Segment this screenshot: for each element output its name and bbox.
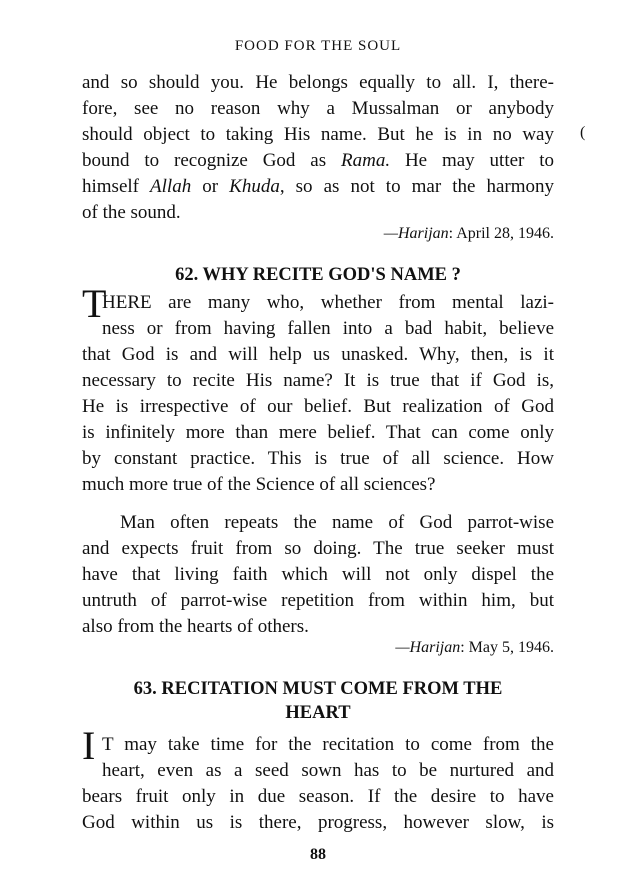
running-head: FOOD FOR THE SOUL [234,38,402,54]
text-line: and expects fruit from so doing. The true seeker must [82,538,554,559]
drop-cap: T [82,281,107,326]
section-heading-63: 63. RECITATION MUST COME FROM THE [133,679,503,699]
page-number: 88 [310,846,326,863]
source-citation: —Harijan: May 5, 1946. [395,639,554,656]
text-line: should object to taking His name. But he is in no way [82,124,554,145]
italic-khuda: Khuda [229,176,280,197]
italic-rama: Rama. [341,150,391,171]
italic-allah: Allah [150,176,192,197]
text-line: He is irrespective of our belief. But realization of God [82,396,554,417]
text-line: have that living faith which will not only dispel the [82,564,554,585]
text-line: himself Allah or Khuda, so as not to mar the harmony [82,176,555,197]
text-line: Man often repeats the name of God parrot-wise [120,512,554,533]
source-citation: —Harijan: April 28, 1946. [383,225,554,242]
text-line: that God is and will help us unasked. Why, then, is it [82,344,554,365]
text-line: of the sound. [82,202,181,223]
text-line: fore, see no reason why a Mussalman or anybody [82,98,554,119]
text-line: bears fruit only in due season. If the desire to have [82,786,554,807]
drop-cap: I [82,723,96,768]
text-line: bound to recognize God as Rama. He may utter to [82,150,554,171]
text-line: untruth of parrot-wise repetition from within him, but [82,590,554,611]
text-line: ness or from having fallen into a bad habit, believe [102,318,554,339]
section-heading-62: 62. WHY RECITE GOD'S NAME ? [175,265,461,285]
text-line: also from the hearts of others. [82,616,309,637]
section-heading-63-cont: HEART [285,703,351,723]
text-line: HERE are many who, whether from mental lazi- [102,292,554,313]
text-line: T may take time for the recitation to come from the [102,734,554,755]
margin-mark: ( [580,124,586,141]
text-line: by constant practice. This is true of all science. How [82,448,554,469]
text-line: is infinitely more than mere belief. That can come only [82,422,554,443]
text-line: heart, even as a seed sown has to be nurtured and [102,760,554,781]
text-line: and so should you. He belongs equally to all. I, there- [82,72,554,93]
text-line: God within us is there, progress, however slow, is [82,812,554,833]
text-line: much more true of the Science of all sciences? [82,474,436,495]
text-line: necessary to recite His name? It is true that if God is, [82,370,554,391]
